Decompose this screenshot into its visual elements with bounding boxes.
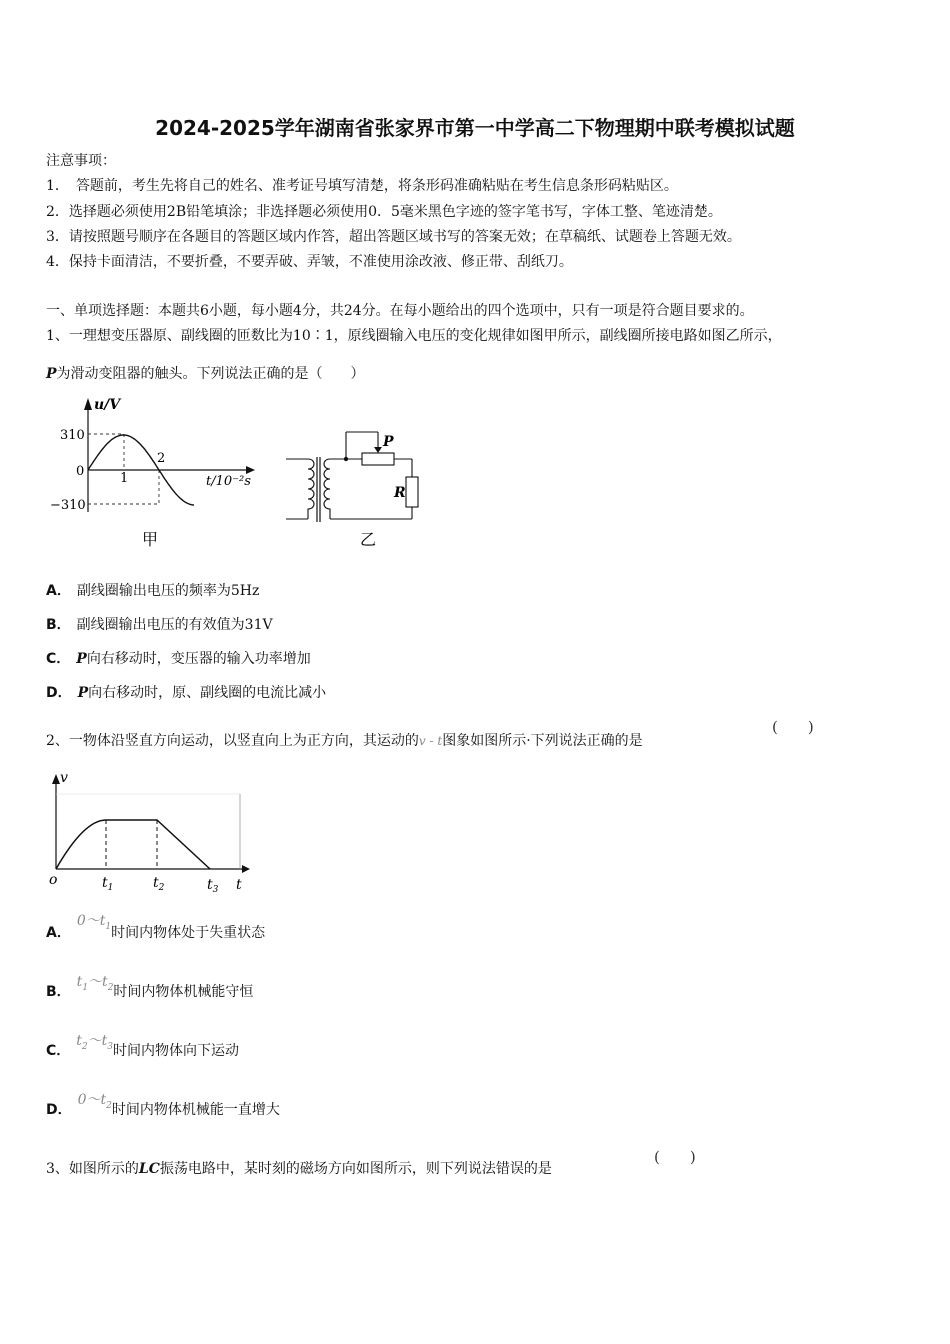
q3-stem <box>46 1160 552 1178</box>
yi-secondary-coil <box>324 459 330 519</box>
q3-lc-symbol: LC <box>138 1161 160 1177</box>
q1-option-b[interactable] <box>46 616 273 634</box>
jia-x-tick-1: 1 <box>120 471 129 486</box>
q2-vt-graph <box>44 768 254 896</box>
q1-option-c-p: P <box>76 651 87 667</box>
q2-option-d-range: $0\sim t_2$ <box>77 1092 112 1111</box>
q2-option-c[interactable] <box>46 1033 240 1066</box>
jia-x-tick-2: 2 <box>157 451 166 466</box>
q1-option-a-text: 副线圈输出电压的频率为5Hz <box>76 583 260 599</box>
vt-t1-label: $t_1$ <box>102 875 114 893</box>
section-heading: 一、单项选择题：本题共6小题，每小题4分，共24分。在每小题给出的四个选项中，只有一项是符合题目要求的。 <box>46 303 754 319</box>
q1-option-d-p: P <box>77 685 89 701</box>
vt-v-arrow <box>52 774 60 784</box>
q1-option-d-letter: D． <box>46 685 72 701</box>
yi-p-label: P <box>383 434 394 450</box>
notice-item-4: 4．保持卡面清洁，不要折叠，不要弄破、弄皱，不准使用涂改液、修正带、刮纸刀。 <box>46 254 573 270</box>
yi-caption: 乙 <box>360 530 377 549</box>
q2-answer-paren: ( ) <box>772 718 814 736</box>
q1-option-c-text: 向右移动时，变压器的输入功率增加 <box>86 651 311 667</box>
jia-y-max: 310 <box>60 428 85 443</box>
q1-p-symbol: P <box>46 366 57 382</box>
q2-option-b-letter: B． <box>46 984 71 1000</box>
notice-item-3: 3．请按照题号顺序在各题目的答题区域内作答，超出答题区域书写的答案无效；在草稿纸、试题卷上答题无效。 <box>46 229 741 245</box>
q2-stem <box>46 732 643 750</box>
q2-option-b-range: $t_1\sim t_2$ <box>76 974 114 993</box>
vt-v-label: v <box>60 770 68 786</box>
vt-t2-label: $t_2$ <box>153 875 165 893</box>
q2-option-c-text: 时间内物体向下运动 <box>113 1043 240 1059</box>
q2-stem-a: 2、一物体沿竖直方向运动，以竖直向上为正方向，其运动的 <box>46 733 419 749</box>
jia-y-zero: 0 <box>76 464 85 479</box>
jia-y-min: −310 <box>50 498 86 513</box>
vt-t-arrow <box>242 865 250 873</box>
q2-option-a-text: 时间内物体处于失重状态 <box>111 925 266 941</box>
jia-x-label: t/10⁻²s <box>206 474 251 489</box>
q1-stem-line2 <box>46 365 365 383</box>
q1-option-d-text: 向右移动时，原、副线圈的电流比减小 <box>88 685 327 701</box>
q2-option-b[interactable] <box>46 974 254 1007</box>
jia-y-label: u/V <box>94 397 121 413</box>
yi-resistor <box>406 477 418 507</box>
q1-stem-text: 为滑动变阻器的触头。下列说法正确的是（ ） <box>56 366 365 382</box>
q2-stem-b: 图象如图所示·下列说法正确的是 <box>442 733 643 749</box>
q1-option-a[interactable] <box>46 582 259 600</box>
q3-answer-paren: ( ) <box>654 1148 696 1166</box>
figure-jia <box>46 392 266 554</box>
figure-yi <box>282 422 432 554</box>
jia-x-arrow <box>246 466 255 474</box>
yi-r-label: R <box>394 485 406 501</box>
q2-option-a[interactable] <box>46 913 266 948</box>
q2-option-a-letter: A． <box>46 925 71 941</box>
q2-option-c-range: $t_2\sim t_3$ <box>76 1033 114 1052</box>
yi-slider-arrow <box>374 447 382 453</box>
vt-origin-label: o <box>49 872 58 888</box>
q1-option-a-letter: A． <box>46 583 71 599</box>
jia-y-arrow <box>84 398 92 410</box>
vt-t-axis-label: t <box>236 877 242 893</box>
q1-option-b-letter: B． <box>46 617 71 633</box>
q2-option-d-letter: D． <box>46 1102 72 1118</box>
notice-heading: 注意事项： <box>46 153 116 169</box>
jia-caption: 甲 <box>142 530 159 549</box>
yi-primary-coil <box>308 459 314 519</box>
q2-option-a-range: $0\sim t_1$ <box>76 913 112 932</box>
q1-option-b-text: 副线圈输出电压的有效值为31V <box>76 617 273 633</box>
notice-item-1: 1． 答题前，考生先将自己的姓名、准考证号填写清楚，将条形码准确粘贴在考生信息条形码粘贴区。 <box>46 178 678 194</box>
q2-option-b-text: 时间内物体机械能守恒 <box>113 984 254 1000</box>
q1-option-c-letter: C． <box>46 651 71 667</box>
q2-option-d[interactable] <box>46 1092 280 1125</box>
q2-vt-symbol: v - t <box>418 734 443 748</box>
vt-curve <box>56 820 210 869</box>
q1-option-d[interactable] <box>46 684 326 702</box>
q1-option-c[interactable] <box>46 650 311 668</box>
page-title: 2024-2025学年湖南省张家界市第一中学高二下物理期中联考模拟试题 <box>155 116 795 140</box>
vt-t3-label: $t_3$ <box>207 877 219 895</box>
notice-item-2: 2．选择题必须使用2B铅笔填涂；非选择题必须使用0．5毫米黑色字迹的签字笔书写，字体工整、笔迹清楚。 <box>46 204 722 220</box>
yi-rheostat <box>362 453 394 465</box>
q2-option-d-text: 时间内物体机械能一直增大 <box>111 1102 280 1118</box>
q3-stem-a: 3、如图所示的 <box>46 1161 139 1177</box>
q1-stem-line1: 1、一理想变压器原、副线圈的匝数比为10∶1，原线圈输入电压的变化规律如图甲所示，副线圈所接电路如图乙所示， <box>46 328 782 344</box>
q3-stem-b: 振荡电路中，某时刻的磁场方向如图所示，则下列说法错误的是 <box>159 1161 552 1177</box>
q2-option-c-letter: C． <box>46 1043 71 1059</box>
